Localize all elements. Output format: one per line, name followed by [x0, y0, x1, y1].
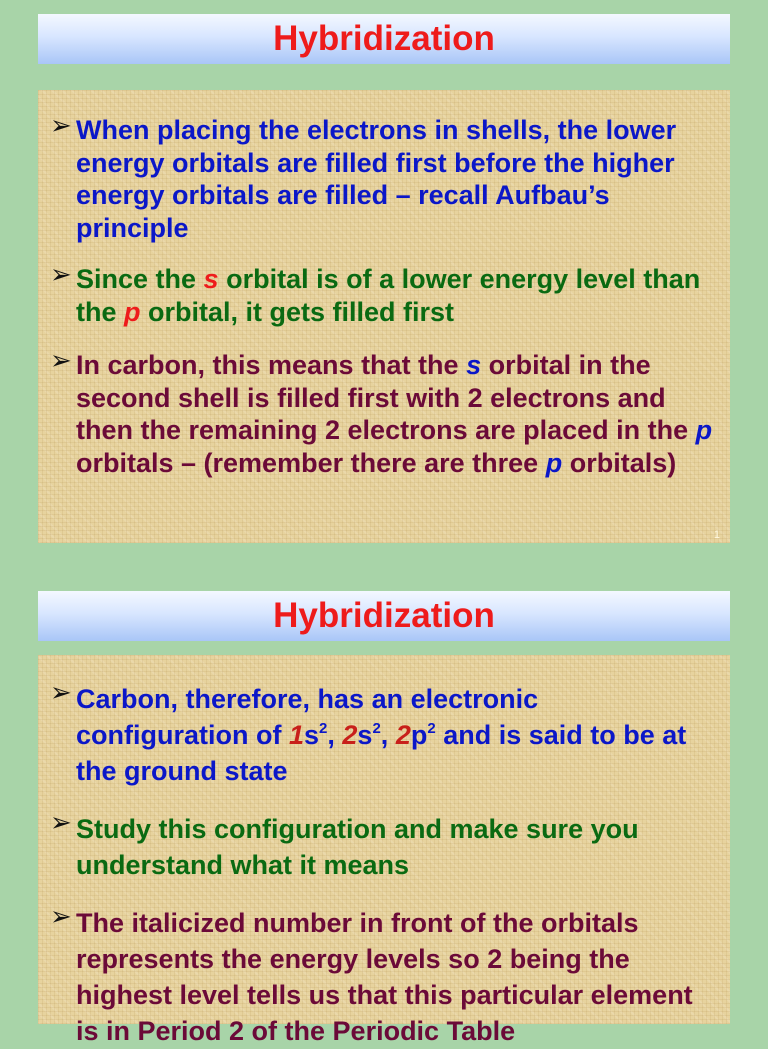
slide2-title: Hybridization — [273, 596, 495, 635]
slide2-bullet-3-text: The italicized number in front of the orbitals represents the energy levels so 2 being the highest level tells us that this particular element is in Period 2 of the Periodic Table — [76, 908, 693, 1046]
bullet-arrow-icon: ➢ — [50, 259, 72, 289]
slide2-bullet-1 — [50, 677, 716, 789]
slide2-bullet-2-text: Study this configuration and make sure you understand what it means — [76, 814, 639, 880]
slide2-title-bar — [38, 591, 730, 641]
bullet-arrow-icon: ➢ — [50, 807, 72, 837]
slide1-bullet-1-text: When placing the electrons in shells, the lower energy orbitals are filled first before the higher energy orbitals are filled – recall Aufbau’s principle — [76, 115, 677, 243]
slide1-title-bar — [38, 14, 730, 64]
slide2-bullet-1-text: Carbon, therefore, has an electronic configuration of $1s^2$, $2s^2$, $2p^2$ and is said to be at the ground state — [76, 684, 687, 786]
slide1-bullet-2-text: Since the s orbital is of a lower energy level than the p orbital, it gets filled first — [76, 264, 701, 327]
slide2-bullet-2 — [50, 807, 716, 883]
slide1-bullet-3-text: In carbon, this means that the s orbital in the second shell is filled first with 2 electrons and then the remaining 2 electrons are placed in the p orbitals – (remember there are three p orbitals) — [76, 350, 713, 478]
bullet-arrow-icon: ➢ — [50, 901, 72, 931]
slide-number: 1 — [713, 529, 720, 541]
bullet-arrow-icon: ➢ — [50, 110, 72, 140]
slide2-content-panel — [38, 655, 730, 1046]
slide2-bullet-3 — [50, 901, 716, 1049]
bullet-arrow-icon: ➢ — [50, 677, 72, 707]
slide1-bullet-2 — [50, 259, 716, 328]
slide1-title: Hybridization — [273, 19, 495, 58]
slide1-bullet-3 — [50, 345, 716, 479]
slide1-bullet-1 — [50, 110, 716, 244]
slide1-content-panel — [38, 90, 730, 543]
bullet-arrow-icon: ➢ — [50, 345, 72, 375]
